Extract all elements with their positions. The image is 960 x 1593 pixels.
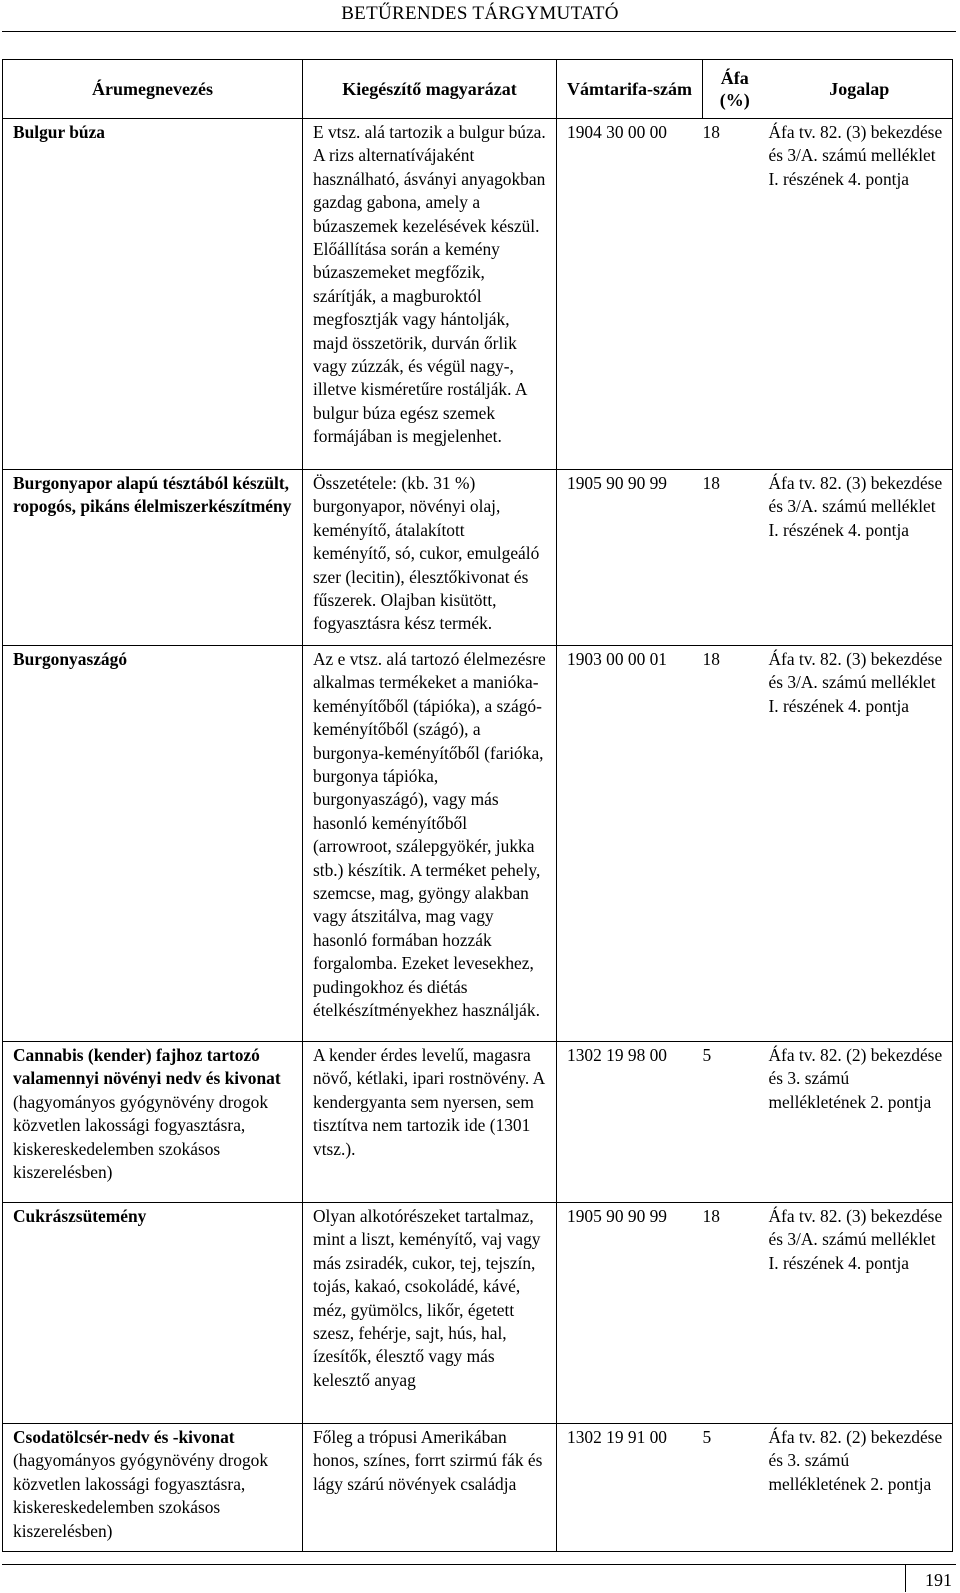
product-name: Cannabis (kender) fajhoz tartozó valamennyi növényi nedv és kivonat [13, 1045, 281, 1089]
page-title: BETŰRENDES TÁRGYMUTATÓ [341, 3, 619, 24]
product-name-note: (hagyományos gyógynövény drogok közvetlen lakossági fogyasztásra, kiskereskedelemben szokásos kiszerelésben) [13, 1450, 269, 1541]
product-name-cell [3, 119, 303, 470]
product-name-cell [3, 1424, 303, 1552]
product-name-cell [3, 1042, 303, 1203]
product-name-cell [3, 1203, 303, 1424]
explanation-cell: Összetétele: (kb. 31 %) burgonyapor, növényi olaj, keményítő, átalakított keményítő, só, cukor, emulgeáló szer (lecitin), élesztőkivonat és fűszerek. Olajban kisütött, fogyasztásra kész termék. [303, 470, 557, 646]
product-name: Csodatölcsér-nedv és -kivonat [13, 1427, 235, 1447]
vat-cell: 18 [703, 646, 767, 1042]
tariff-cell: 1903 00 00 01 [557, 646, 703, 1042]
explanation-cell: E vtsz. alá tartozik a bulgur búza. A rizs alternatívájaként használható, ásványi anyagokban gazdag gabona, amely a búzaszemek kezelésévek készül. Előállítása során a kemény búzaszemeket megfőzik, szárítják, a magburoktól megfosztják vagy hántolják, majd összetörik, durván őrlik vagy zúzzák, és végül nagy-, illetve kisméretűre rostálják. A bulgur búza egész szemek formájában is megjelenhet. [303, 119, 557, 470]
vat-cell: 18 [703, 1203, 767, 1424]
vat-cell: 5 [703, 1042, 767, 1203]
legal-cell: Áfa tv. 82. (2) bekezdése és 3. számú mellékletének 2. pontja [767, 1424, 953, 1552]
footer-rule [2, 1564, 956, 1565]
vat-cell: 5 [703, 1424, 767, 1552]
tariff-cell: 1905 90 90 99 [557, 1203, 703, 1424]
index-table [2, 59, 953, 1552]
table-row [3, 1424, 953, 1552]
vat-cell: 18 [703, 470, 767, 646]
product-name: Burgonyapor alapú tésztából készült, ropogós, pikáns élelmiszerkészítmény [13, 473, 292, 517]
tariff-cell: 1302 19 91 00 [557, 1424, 703, 1552]
page-number: 191 [925, 1570, 952, 1590]
column-header-legal: Jogalap [767, 60, 953, 119]
explanation-cell: Olyan alkotórészeket tartalmaz, mint a liszt, keményítő, vaj vagy más zsiradék, cukor, tej, tejszín, tojás, kakaó, csokoládé, kávé, méz, gyümölcs, likőr, égetett szesz, fehérje, sajt, hús, hal, ízesítők, élesztő vagy más kelesztő anyag [303, 1203, 557, 1424]
table-row [3, 646, 953, 1042]
table-row [3, 1042, 953, 1203]
tariff-cell: 1302 19 98 00 [557, 1042, 703, 1203]
product-name: Burgonyaszágó [13, 649, 128, 669]
explanation-cell: Az e vtsz. alá tartozó élelmezésre alkalmas termékeket a manióka-keményítőből (tápióka), a szágó-keményítőből (szágó), a burgonya-keményítőből (farióka, burgonya tápióka, burgonyaszágó), vagy más hasonló keményítőből (arrowroot, szálepgyökér, jukka stb.) készítik. A terméket pehely, szemcse, mag, gyöngy alakban vagy átszitálva, mag vagy hasonló formában hozzák forgalomba. Ezeket levesekhez, pudingokhoz és diétás ételkészítményekhez használják. [303, 646, 557, 1042]
explanation-cell: A kender érdes levelű, magasra növő, kétlaki, ipari rostnövény. A kendergyanta sem nyersen, sem tisztítva nem tartozik ide (1301 vtsz.). [303, 1042, 557, 1203]
table-row [3, 1203, 953, 1424]
tariff-cell: 1904 30 00 00 [557, 119, 703, 470]
vat-cell: 18 [703, 119, 767, 470]
legal-cell: Áfa tv. 82. (3) bekezdése és 3/A. számú melléklet I. részének 4. pontja [767, 119, 953, 470]
table-row [3, 119, 953, 470]
column-header-tariff: Vámtarifa-szám [557, 60, 703, 119]
legal-cell: Áfa tv. 82. (3) bekezdése és 3/A. számú melléklet I. részének 4. pontja [767, 1203, 953, 1424]
header-row [3, 60, 953, 119]
column-header-name: Árumegnevezés [3, 60, 303, 119]
tariff-cell: 1905 90 90 99 [557, 470, 703, 646]
column-header-explanation: Kiegészítő magyarázat [303, 60, 557, 119]
product-name-note: (hagyományos gyógynövény drogok közvetlen lakossági fogyasztásra, kiskereskedelemben szokásos kiszerelésben) [13, 1091, 269, 1183]
header-rule [2, 31, 956, 32]
product-name-cell [3, 470, 303, 646]
column-header-vat: Áfa (%) [703, 60, 767, 119]
product-name: Bulgur búza [13, 122, 105, 142]
legal-cell: Áfa tv. 82. (3) bekezdése és 3/A. számú melléklet I. részének 4. pontja [767, 646, 953, 1042]
product-name-cell [3, 646, 303, 1042]
explanation-cell: Főleg a trópusi Amerikában honos, színes, forrt szirmú fák és lágy szárú növények családja [303, 1424, 557, 1552]
product-name: Cukrászsütemény [13, 1206, 147, 1226]
legal-cell: Áfa tv. 82. (3) bekezdése és 3/A. számú melléklet I. részének 4. pontja [767, 470, 953, 646]
legal-cell: Áfa tv. 82. (2) bekezdése és 3. számú mellékletének 2. pontja [767, 1042, 953, 1203]
table-row [3, 470, 953, 646]
